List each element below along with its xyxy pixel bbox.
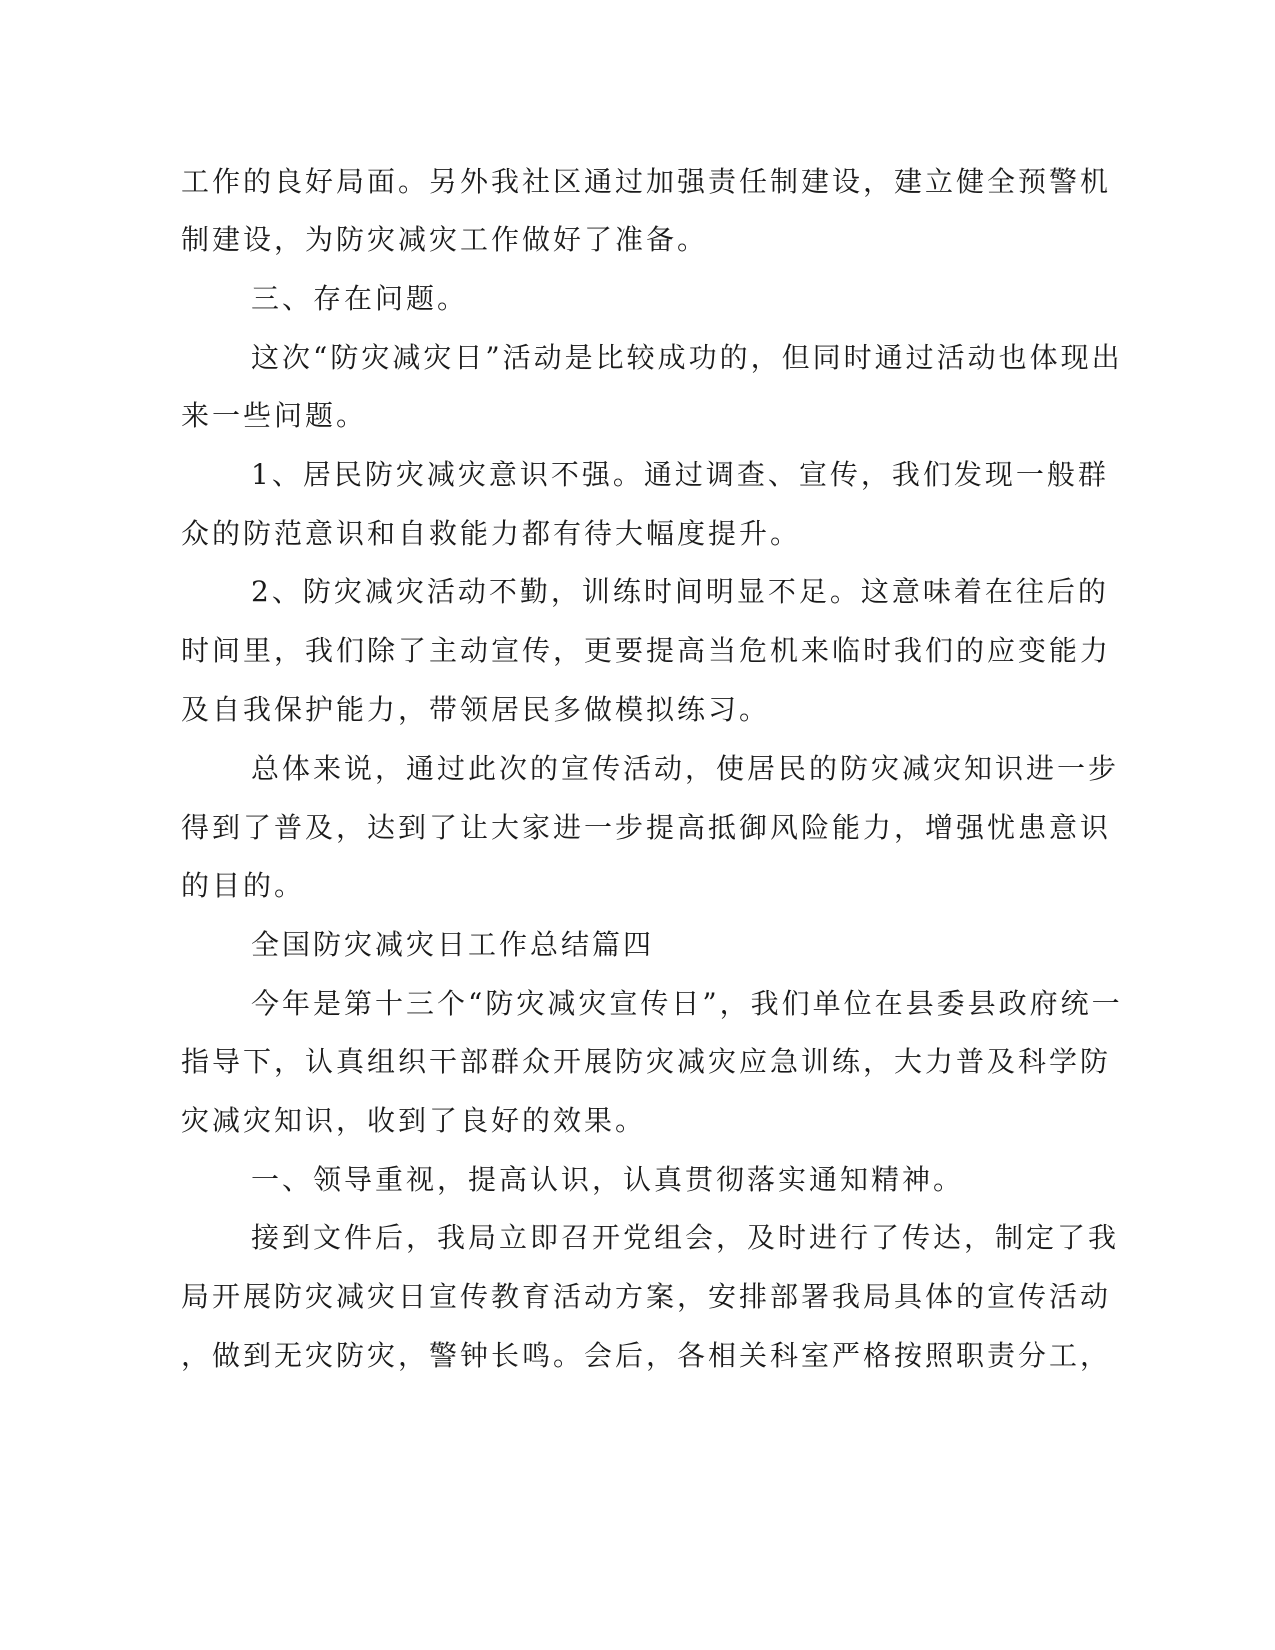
text-line: 制建设，为防灾减灾工作做好了准备。 — [181, 223, 709, 256]
section-heading: 三、存在问题。 — [251, 282, 469, 315]
text-line: 总体来说，通过此次的宣传活动，使居民的防灾减灾知识进一步 — [251, 752, 1120, 785]
article-title: 全国防灾减灾日工作总结篇四 — [251, 928, 655, 961]
text-line: 众的防范意识和自救能力都有待大幅度提升。 — [181, 517, 802, 550]
text-line: 时间里，我们除了主动宣传，更要提高当危机来临时我们的应变能力 — [181, 634, 1112, 667]
text-line: 工作的良好局面。另外我社区通过加强责任制建设，建立健全预警机 — [181, 165, 1112, 198]
text-line: 指导下，认真组织干部群众开展防灾减灾应急训练，大力普及科学防 — [181, 1045, 1112, 1078]
list-item: 1、居民防灾减灾意识不强。通过调查、宣传，我们发现一般群 — [251, 458, 1109, 491]
text-line: 灾减灾知识，收到了良好的效果。 — [181, 1104, 647, 1137]
text-line: 来一些问题。 — [181, 399, 368, 432]
text-line: 接到文件后，我局立即召开党组会，及时进行了传达，制定了我 — [251, 1221, 1120, 1254]
text-line: 得到了普及，达到了让大家进一步提高抵御风险能力，增强忧患意识 — [181, 811, 1112, 844]
section-heading: 一、领导重视，提高认识，认真贯彻落实通知精神。 — [251, 1163, 965, 1196]
text-line: 这次“防灾减灾日”活动是比较成功的，但同时通过活动也体现出 — [251, 341, 1123, 374]
text-line: 的目的。 — [181, 869, 306, 902]
text-line: 今年是第十三个“防灾减灾宣传日”，我们单位在县委县政府统一 — [251, 987, 1123, 1020]
list-item: 2、防灾减灾活动不勤，训练时间明显不足。这意味着在往后的 — [251, 575, 1109, 608]
text-line: ，做到无灾防灾，警钟长鸣。会后，各相关科室严格按照职责分工， — [181, 1339, 1112, 1372]
text-line: 及自我保护能力，带领居民多做模拟练习。 — [181, 693, 771, 726]
text-line: 局开展防灾减灾日宣传教育活动方案，安排部署我局具体的宣传活动 — [181, 1280, 1112, 1313]
